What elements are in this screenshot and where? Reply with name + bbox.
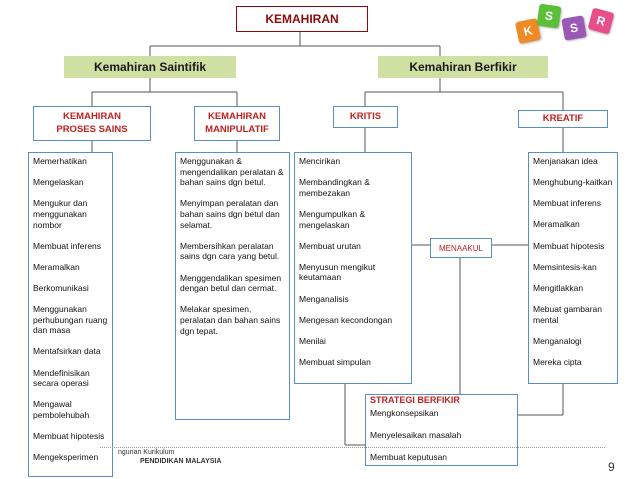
list-manipulatif <box>175 152 290 420</box>
strategi-item: Membuat keputusan <box>370 451 448 462</box>
menaakul-label: MENAAKUL <box>430 238 492 258</box>
list-item: Berkomunikasi <box>33 282 89 293</box>
list-item: Mendefinisikan secara operasi <box>33 367 90 389</box>
list-item: Menghubung-kaitkan <box>533 177 613 188</box>
list-item: Membuat inferens <box>533 198 602 209</box>
list-kreatif <box>528 152 618 384</box>
logo-cube-s1: S <box>537 4 562 29</box>
list-kritis <box>294 152 412 384</box>
strategi-item: Mengkonsepsikan <box>370 408 439 419</box>
list-item: Menilai <box>299 335 326 346</box>
list-item: Memsintesis-kan <box>533 261 597 272</box>
list-item: Menggunakan perhubungan ruang dan masa <box>33 304 108 336</box>
list-item: Membersihkan peralatan sains dgn cara yang betul. <box>180 240 280 262</box>
list-item: Membandingkan & membezakan <box>299 177 370 198</box>
logo-cube-r: R <box>588 8 615 35</box>
logo-cube-k: K <box>515 18 541 44</box>
list-item: Membuat hipotesis <box>533 240 605 251</box>
list-item: Membuat simpulan <box>299 356 371 367</box>
list-item: Mereka cipta <box>533 356 582 367</box>
category-kritis: KRITIS <box>333 106 398 128</box>
list-item: Menggunakan & mengendalikan peralatan & bahan sains dgn betul. <box>180 156 284 188</box>
list-item: Membuat inferens <box>33 240 102 251</box>
category-manipulatif: KEMAHIRAN MANIPULATIF <box>194 106 280 141</box>
list-item: Mengumpulkan & mengelaskan <box>299 208 366 230</box>
list-item: Mengukur dan menggunakan nombor <box>33 198 88 230</box>
list-item: Menggendalikan spesimen dengan betul dan cermat. <box>180 272 282 294</box>
category-proses-sains: KEMAHIRAN PROSES SAINS <box>33 106 151 141</box>
list-item: Menyimpan peralatan dan bahan sains dgn betul dan selamat. <box>180 198 280 230</box>
list-item: Mencirikan <box>299 156 341 166</box>
list-item: Menyusun mengikut keutamaan <box>299 261 376 283</box>
list-item: Melakar spesimen, peralatan dan bahan sains dgn tepat. <box>180 304 281 336</box>
list-item: Menjanakan idea <box>533 156 598 166</box>
page-number: 9 <box>608 460 615 474</box>
section-berfikir: Kemahiran Berfikir <box>378 56 548 78</box>
list-item: Mebuat gambaran mental <box>533 303 602 325</box>
list-item: Mengelaskan <box>33 177 84 188</box>
list-item: Membuat hipotesis <box>33 431 105 441</box>
footer-line1: ngunan Kurikulum <box>118 449 175 456</box>
list-item: Menganalogi <box>533 335 582 346</box>
category-kreatif: KREATIF <box>518 110 608 128</box>
strategi-title: STRATEGI BERFIKIR <box>370 395 460 405</box>
list-item: Mengeksperimen <box>33 452 99 463</box>
footer-divider <box>100 447 605 448</box>
list-item: Mengesan kecondongan <box>299 314 393 325</box>
list-item: Menganalisis <box>299 293 349 304</box>
section-saintifik: Kemahiran Saintifik <box>64 56 236 78</box>
logo-cube-s2: S <box>561 15 586 40</box>
list-item: Mengitlakkan <box>533 282 584 293</box>
list-proses-sains <box>28 152 113 477</box>
strategi-item: Menyelesaikan masalah <box>370 429 462 440</box>
strategi-berfikir-box <box>365 394 518 466</box>
diagram-title: KEMAHIRAN <box>236 6 368 32</box>
list-item: Meramalkan <box>33 261 80 272</box>
list-item: Memerhatikan <box>33 156 87 166</box>
list-item: Mengawal pembolehubah <box>33 399 90 420</box>
footer-line2: PENDIDIKAN MALAYSIA <box>140 458 222 465</box>
list-item: Membuat urutan <box>299 240 361 251</box>
list-item: Mentafsirkan data <box>33 346 101 357</box>
list-item: Meramalkan <box>533 219 580 230</box>
